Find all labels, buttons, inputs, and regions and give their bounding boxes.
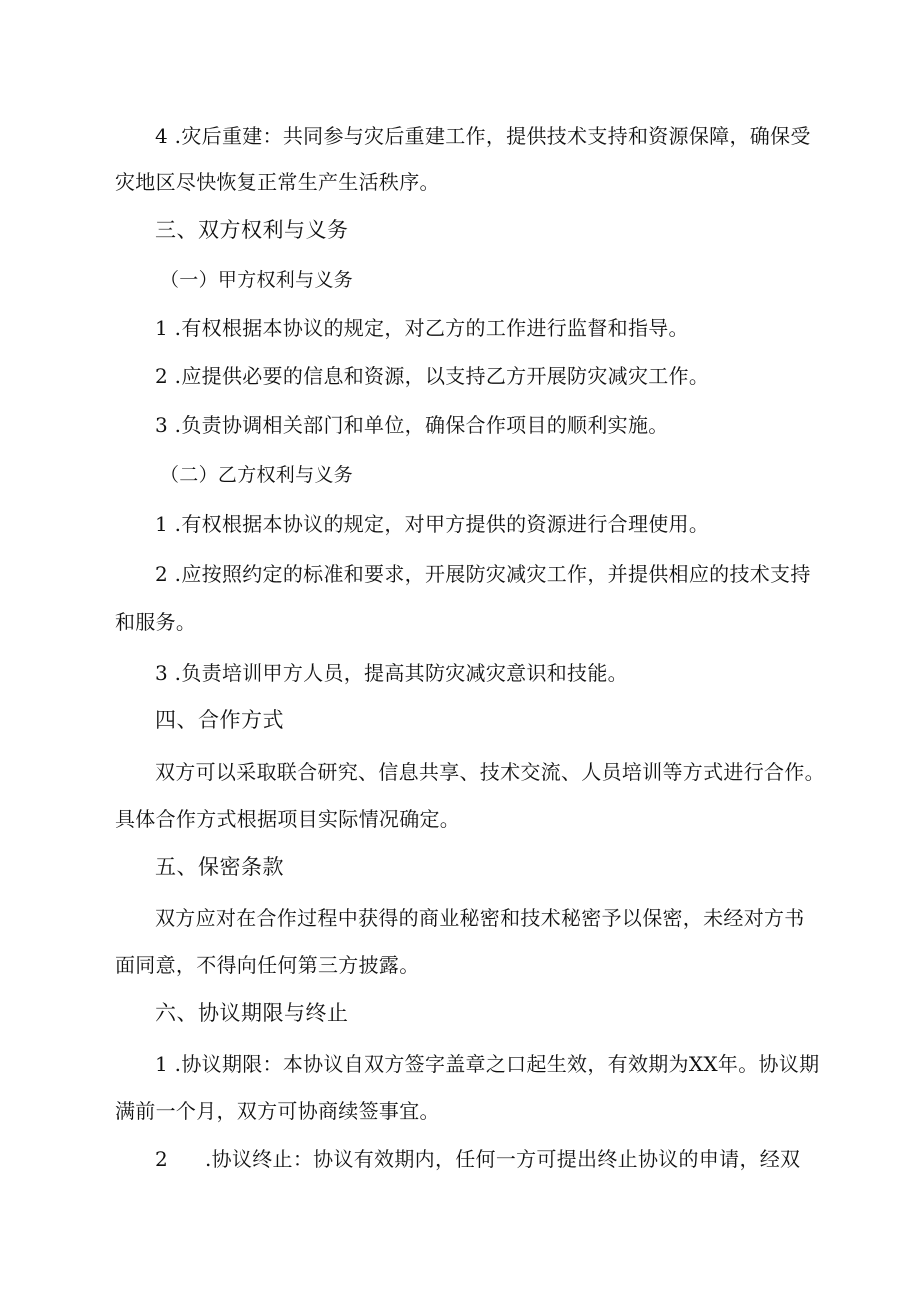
section6-item2-text: .协议终止：协议有效期内，任何一方可提出终止协议的申请，经双 (205, 1147, 801, 1171)
party-a-item-2: 2 .应提供必要的信息和资源，以支持乙方开展防灾减灾工作。 (155, 364, 710, 388)
party-b-subheading: （二）乙方权利与义务 (160, 464, 354, 486)
section3-heading: 三、双方权利与义务 (155, 218, 349, 242)
party-b-item-2-line2: 和服务。 (115, 610, 197, 634)
section5-line2: 面同意，不得向任何第三方披露。 (115, 953, 420, 977)
section4-line1: 双方可以采取联合研究、信息共享、技术交流、人员培训等方式进行合作。 (155, 760, 825, 784)
section6-item1-line1: 1 .协议期限：本协议自双方签字盖章之口起生效，有效期为XX年。协议期 (155, 1052, 820, 1076)
party-a-item-3: 3 .负责协调相关部门和单位，确保合作项目的顺利实施。 (155, 413, 669, 437)
item4-line1: 4 .灾后重建：共同参与灾后重建工作，提供技术支持和资源保障，确保受 (155, 124, 811, 148)
party-b-item-3: 3 .负责培训甲方人员，提高其防灾减灾意识和技能。 (155, 661, 628, 685)
party-a-item-1: 1 .有权根据本协议的规定，对乙方的工作进行监督和指导。 (155, 316, 689, 340)
section5-heading: 五、保密条款 (155, 855, 284, 879)
section6-heading: 六、协议期限与终止 (155, 1001, 349, 1025)
section4-line2: 具体合作方式根据项目实际情况确定。 (115, 807, 461, 831)
party-b-item-2-line1: 2 .应按照约定的标准和要求，开展防灾减灾工作，并提供相应的技术支持 (155, 562, 811, 586)
section5-line1: 双方应对在合作过程中获得的商业秘密和技术秘密予以保密，未经对方书 (155, 906, 805, 930)
section4-heading: 四、合作方式 (155, 708, 284, 732)
section6-item1-line2: 满前一个月，双方可协商续签事宜。 (115, 1099, 440, 1123)
item4-line2: 灾地区尽快恢复正常生产生活秩序。 (115, 170, 440, 194)
party-b-item-1: 1 .有权根据本协议的规定，对甲方提供的资源进行合理使用。 (155, 512, 710, 536)
section6-item2-number: 2 (155, 1147, 169, 1171)
party-a-subheading: （一）甲方权利与义务 (160, 269, 354, 291)
